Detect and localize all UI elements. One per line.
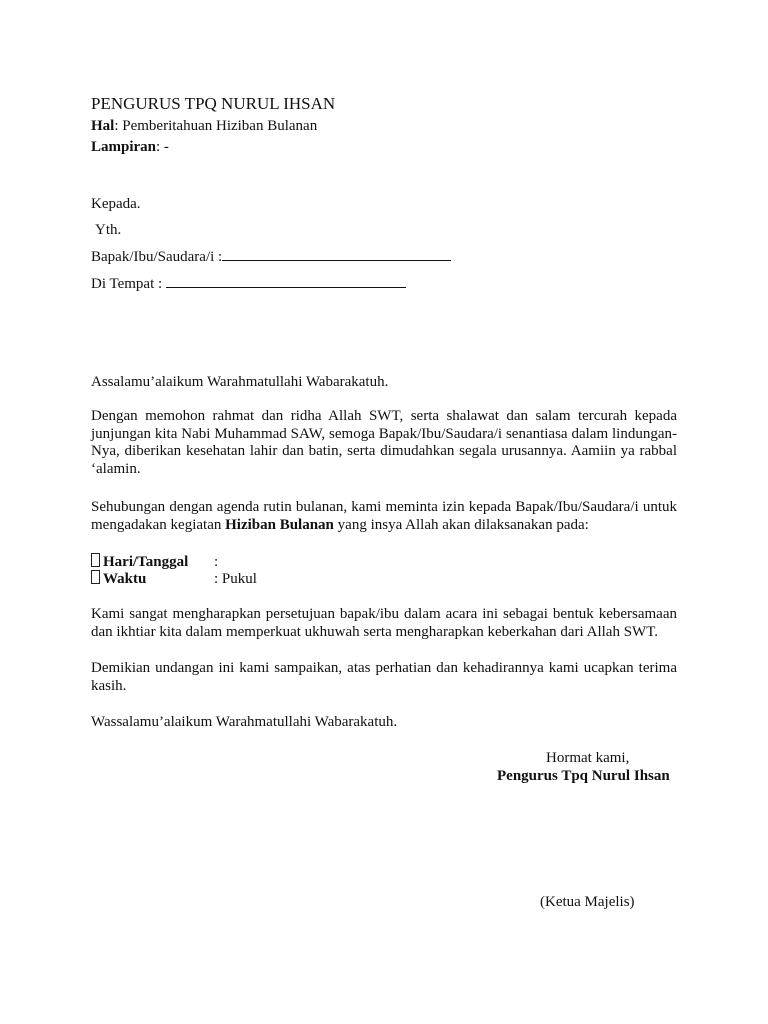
closing-greeting: Wassalamu’alaikum Warahmatullahi Wabarakatuh.: [91, 714, 398, 730]
signer-role: (Ketua Majelis): [540, 894, 635, 910]
recipient-place-label: Di Tempat :: [91, 276, 163, 292]
closing-regards: Hormat kami,: [546, 750, 630, 766]
body-paragraph-2-end: yang insya Allah akan dilaksanakan pada:: [333, 516, 589, 533]
body-paragraph-1: Dengan memohon rahmat dan ridha Allah SWT, serta shalawat dan salam tercurah kepada junjungan kita Nabi Muhammad SAW, semoga Bapak/Ibu/Saudara/i senantiasa dalam lindungan-Nya, diberikan kesehatan lahir dan batin, serta dimudahkan segala urusannya. Aamiin ya rabbal ‘alamin.: [91, 408, 677, 477]
event-name: Hiziban Bulanan: [225, 516, 334, 533]
schedule-item-time: [91, 570, 257, 588]
schedule-time-value: : Pukul: [214, 571, 257, 587]
attachment-value: : -: [156, 139, 169, 155]
body-paragraph-2: [91, 499, 677, 534]
recipient-honorific: Yth.: [95, 222, 122, 238]
recipient-name-blank: [222, 247, 451, 261]
recipient-name-line: [91, 247, 451, 266]
schedule-date-label: Hari/Tanggal: [103, 554, 189, 570]
checkbox-icon: [91, 553, 100, 567]
subject-label: Hal: [91, 118, 115, 134]
checkbox-icon: [91, 570, 100, 584]
recipient-place-line: [91, 274, 406, 293]
subject-value: : Pemberitahuan Hiziban Bulanan: [114, 118, 318, 134]
schedule-date-value: :: [214, 554, 219, 570]
body-paragraph-2-text: Sehubungan dengan agenda rutin bulanan, kami meminta izin kepada Bapak/Ibu/Saudara/i untuk mengadakan kegiatan: [91, 499, 677, 533]
opening-greeting: Assalamu’alaikum Warahmatullahi Wabarakatuh.: [91, 374, 389, 390]
attachment-line: [91, 138, 169, 156]
schedule-item-date: [91, 553, 218, 571]
attachment-label: Lampiran: [91, 139, 157, 155]
body-paragraph-4: Demikian undangan ini kami sampaikan, atas perhatian dan kehadirannya kami ucapkan terima kasih.: [91, 660, 677, 694]
recipient-name-label: Bapak/Ibu/Saudara/i :: [91, 249, 223, 265]
letter-heading: PENGURUS TPQ NURUL IHSAN: [91, 94, 336, 113]
signer-name: Pengurus Tpq Nurul Ihsan: [497, 768, 670, 784]
subject-line: [91, 117, 317, 135]
body-paragraph-3: Kami sangat mengharapkan persetujuan bapak/ibu dalam acara ini sebagai bentuk kebersamaan dan ikhtiar kita dalam memperkuat ukhuwah serta mengharapkan keberkahan dari Allah SWT.: [91, 606, 677, 640]
schedule-time-label: Waktu: [103, 571, 147, 587]
recipient-place-blank: [166, 274, 406, 288]
recipient-intro: Kepada.: [91, 196, 141, 212]
